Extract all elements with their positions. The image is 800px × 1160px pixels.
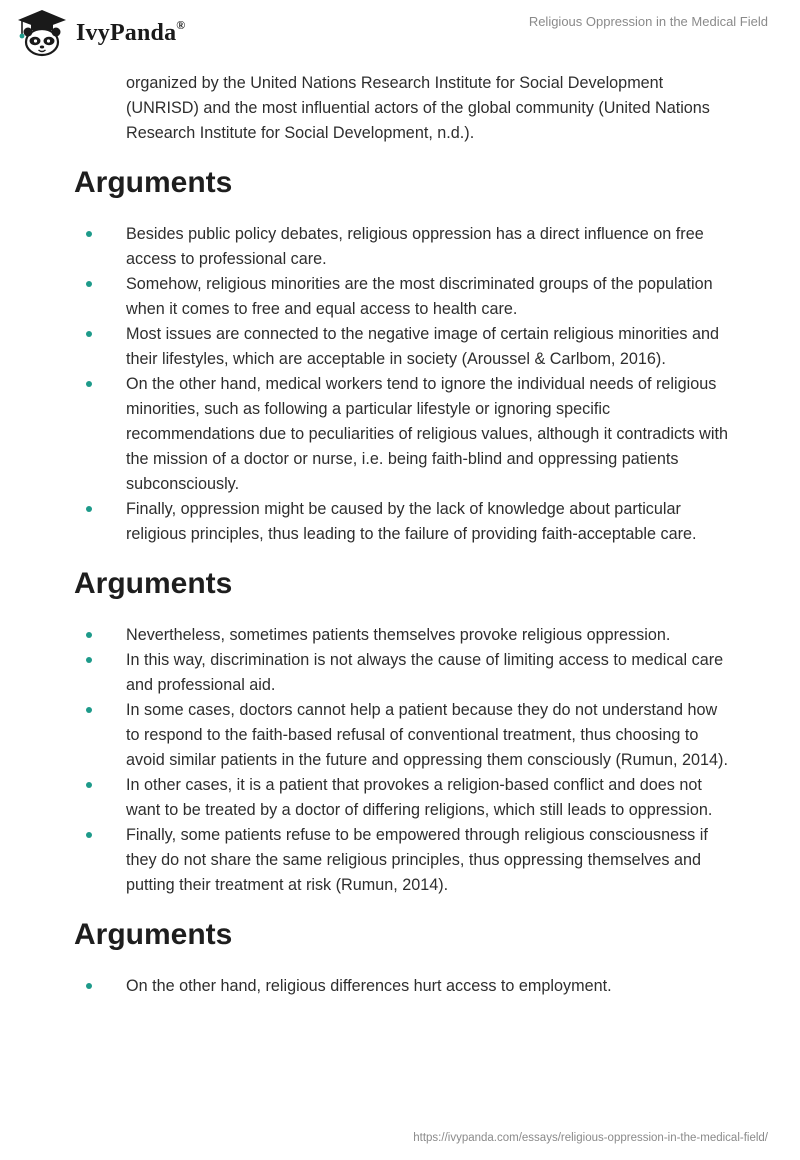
brand-name: IvyPanda® <box>76 17 186 46</box>
section-heading: Arguments <box>74 567 233 600</box>
bullet-dot-icon <box>86 331 92 337</box>
arguments-section-1 <box>74 163 734 547</box>
list-item: Besides public policy debates, religious oppression has a direct influence on free access to professional care. <box>74 222 734 272</box>
list-item: Most issues are connected to the negative image of certain religious minorities and their lifestyles, which are acceptable in society (Aroussel & Carlbom, 2016). <box>74 322 734 372</box>
bullet-dot-icon <box>86 782 92 788</box>
arguments-section-3 <box>74 915 734 999</box>
bullet-dot-icon <box>86 832 92 838</box>
bullet-dot-icon <box>86 506 92 512</box>
source-url[interactable]: https://ivypanda.com/essays/religious-oppression-in-the-medical-field/ <box>413 1132 768 1144</box>
bullet-dot-icon <box>86 231 92 237</box>
registered-mark: ® <box>176 17 186 32</box>
bullet-list <box>74 222 734 547</box>
list-item: Finally, oppression might be caused by the lack of knowledge about particular religious principles, thus leading to the failure of providing faith-acceptable care. <box>74 497 734 547</box>
bullet-dot-icon <box>86 983 92 989</box>
list-item: Nevertheless, sometimes patients themselves provoke religious oppression. <box>74 623 734 648</box>
section-heading: Arguments <box>74 166 233 199</box>
bullet-list <box>74 623 734 898</box>
bullet-dot-icon <box>86 381 92 387</box>
panda-graduate-icon <box>14 8 70 58</box>
document-title: Religious Oppression in the Medical Field <box>528 14 768 29</box>
bullet-dot-icon <box>86 657 92 663</box>
list-item: In this way, discrimination is not always the cause of limiting access to medical care and professional aid. <box>74 648 734 698</box>
list-item: In other cases, it is a patient that provokes a religion-based conflict and does not want to be treated by a doctor of differing religions, which still leads to oppression. <box>74 773 734 823</box>
intro-paragraph: organized by the United Nations Research Institute for Social Development (UNRISD) and the most influential actors of the global community (United Nations Research Institute for Social Development, n.d.). <box>126 74 710 142</box>
list-item: In some cases, doctors cannot help a patient because they do not understand how to respond to the faith-based refusal of conventional treatment, thus choosing to avoid similar patients in the future and oppressing them consciously (Rumun, 2014). <box>74 698 734 773</box>
page-header <box>0 0 800 64</box>
bullet-dot-icon <box>86 632 92 638</box>
section-heading: Arguments <box>74 918 233 951</box>
bullet-dot-icon <box>86 707 92 713</box>
arguments-section-2 <box>74 564 734 898</box>
list-item: Somehow, religious minorities are the most discriminated groups of the population when it comes to free and equal access to health care. <box>74 272 734 322</box>
list-item: On the other hand, religious differences hurt access to employment. <box>74 974 734 999</box>
bullet-list <box>74 974 734 999</box>
bullet-dot-icon <box>86 281 92 287</box>
list-item: Finally, some patients refuse to be empowered through religious consciousness if they do not share the same religious principles, thus oppressing themselves and putting their treatment at risk (Rumun, 2014). <box>74 823 734 898</box>
ivypanda-logo[interactable] <box>14 8 185 58</box>
essay-body <box>74 71 734 999</box>
list-item: On the other hand, medical workers tend to ignore the individual needs of religious minorities, such as following a particular lifestyle or ignoring specific recommendations due to peculiarities of religious values, although it contradicts with the mission of a doctor or nurse, i.e. being faith-blind and oppressing patients subconsciously. <box>74 372 734 497</box>
